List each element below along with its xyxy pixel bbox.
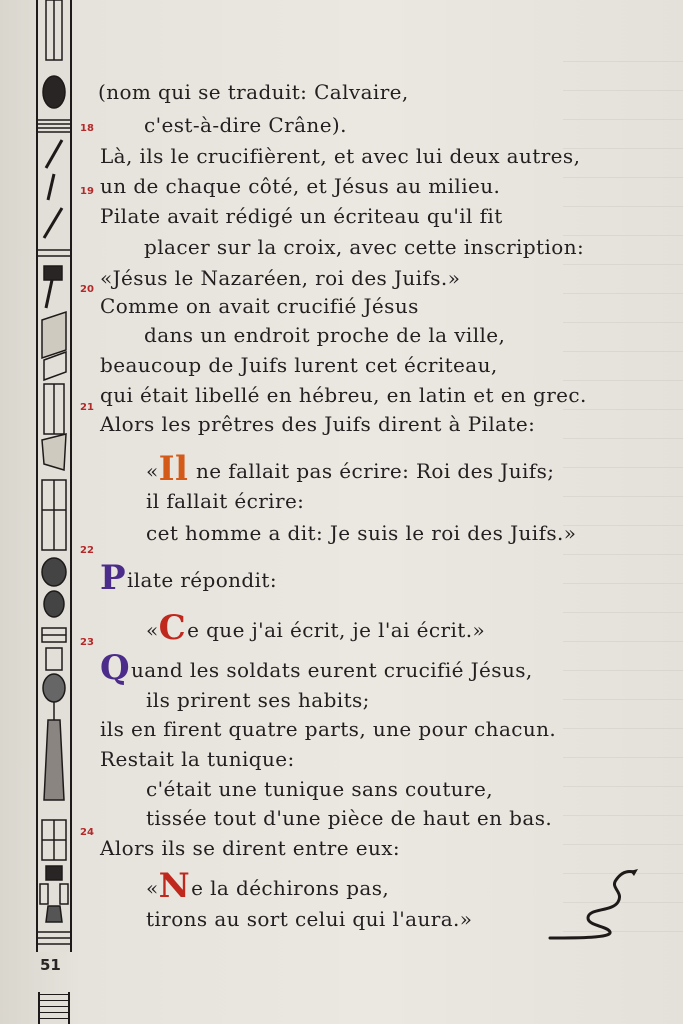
quote-line: Quand les soldats eurent crucifié Jésus, [100, 648, 533, 688]
verse-number: 23 [80, 637, 94, 648]
drop-cap-I: Il [158, 449, 189, 489]
text-line: tissée tout d'une pièce de haut en bas. [146, 806, 553, 830]
text-line: ils en firent quatre parts, une pour chacun. [100, 717, 557, 741]
decorative-border [36, 0, 72, 952]
text-line: un de chaque côté, et Jésus au milieu. [100, 174, 501, 198]
verse-number: 21 [80, 402, 94, 413]
verse-number: 24 [80, 827, 94, 838]
text-line: il fallait écrire: [146, 489, 305, 513]
decorative-border-foot [38, 992, 70, 1024]
drop-cap-C: C [158, 608, 187, 648]
text-line: beaucoup de Juifs lurent cet écriteau, [100, 353, 498, 377]
text-line: Comme on avait crucifié Jésus [100, 294, 419, 318]
text-line: qui était libellé en hébreu, en latin et en grec. [100, 383, 587, 407]
text-line: c'était une tunique sans couture, [146, 777, 493, 801]
verse-number: 22 [80, 545, 94, 556]
show-through-texture [563, 60, 683, 960]
quote-line: Pilate répondit: [100, 558, 278, 598]
text-line: Alors ils se dirent entre eux: [100, 836, 401, 860]
text-line: Restait la tunique: [100, 747, 295, 771]
serpent-icon [548, 868, 640, 942]
text-line: placer sur la croix, avec cette inscription: [144, 235, 585, 259]
drop-cap-Q: Q [100, 648, 131, 688]
text-line: Alors les prêtres des Juifs dirent à Pilate: [100, 412, 536, 436]
text-line: «Jésus le Nazaréen, roi des Juifs.» [100, 266, 461, 290]
text-line: (nom qui se traduit: Calvaire, [98, 80, 409, 104]
text-line: cet homme a dit: Je suis le roi des Juifs.» [146, 521, 577, 545]
quote-line: «Il ne fallait pas écrire: Roi des Juifs; [146, 449, 555, 489]
text-line: tirons au sort celui qui l'aura.» [146, 907, 473, 931]
page-number: 51 [40, 956, 61, 974]
verse-number: 20 [80, 284, 94, 295]
quote-line: «Ne la déchirons pas, [146, 866, 390, 906]
text-line: c'est-à-dire Crâne). [144, 113, 347, 137]
text-line: dans un endroit proche de la ville, [144, 323, 506, 347]
passion-instruments-illustration [38, 0, 70, 952]
text-line: ils prirent ses habits; [146, 688, 370, 712]
verse-number: 19 [80, 186, 94, 197]
quote-line: «Ce que j'ai écrit, je l'ai écrit.» [146, 608, 486, 648]
text-line: Pilate avait rédigé un écriteau qu'il fit [100, 204, 503, 228]
drop-cap-N: N [158, 866, 191, 906]
text-line: Là, ils le crucifièrent, et avec lui deux autres, [100, 144, 581, 168]
verse-number: 18 [80, 123, 94, 134]
drop-cap-P: P [100, 558, 126, 598]
